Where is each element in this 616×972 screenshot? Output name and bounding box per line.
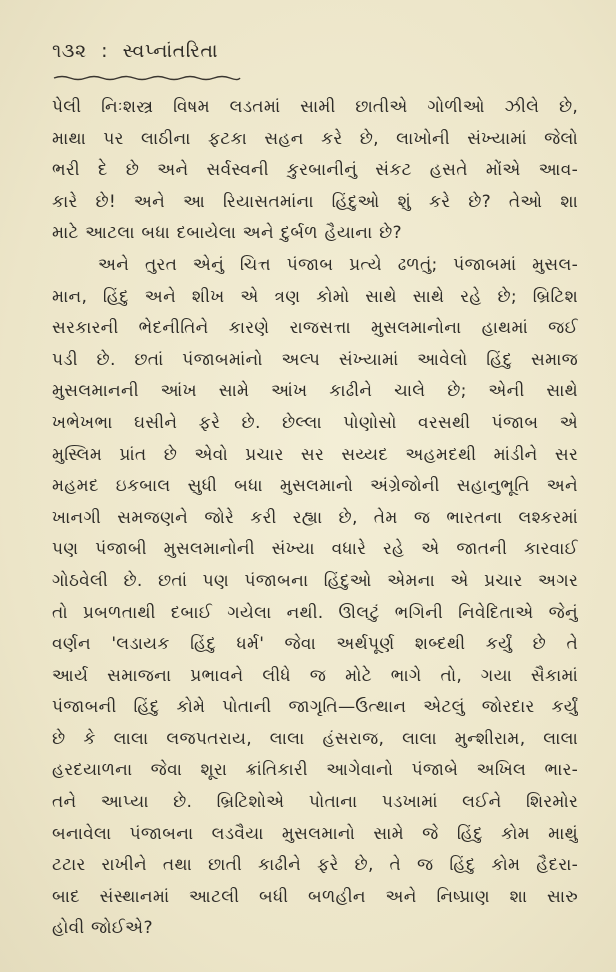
header-underline — [52, 74, 242, 82]
book-title: સ્વપ્નાંતરિતા — [122, 40, 219, 62]
text-line: કારે છે! અને આ રિયાસતમાંના હિંદુઓ શું કરે છે? તેઓ શા — [52, 191, 578, 212]
text-line: તો પ્રબળતાથી દબાઈ ગયેલા નથી. ઊલટું ભગિની નિવેદિતાએ જેનું — [52, 602, 578, 623]
text-line: પણ પંજાબી મુસલમાનોની સંખ્યા વધારે રહે એ જાતની કારવાઈ — [52, 539, 578, 560]
text-line: અને તુરત એનું ચિત્ત પંજાબ પ્રત્યે ઢળતું; પંજાબમાં મુસલ- — [98, 254, 578, 275]
text-line: માન, હિંદુ અને શીખ એ ત્રણ કોમો સાથે સાથે રહે છે; બ્રિટિશ — [52, 286, 578, 307]
text-line: ખભેખભા ઘસીને ફરે છે. છેલ્લા પોણોસો વરસથી પંજાબ એ — [52, 412, 578, 433]
text-line: આર્ય સમાજના પ્રભાવને લીધે જ મોટે ભાગે તો, ગયા સૈકામાં — [52, 665, 578, 686]
text-line: મુસલમાનની આંખ સામે આંખ કાઢીને ચાલે છે; એની સાથે — [52, 381, 578, 402]
text-line: ગોઠવેલી છે. છતાં પણ પંજાબના હિંદુઓ એમના એ પ્રચાર અગર — [52, 570, 578, 591]
text-line: પડી છે. છતાં પંજાબમાંનો અલ્પ સંખ્યામાં આવેલો હિંદુ સમાજ — [52, 349, 578, 370]
text-line: મહમદ ઇકબાલ સુધી બધા મુસલમાનો અંગ્રેજોની સહાનુભૂતિ અને — [52, 476, 578, 497]
text-line: હરદયાળના જેવા શૂરા ક્રાંતિકારી આગેવાનો પંજાબે અખિલ ભાર- — [52, 760, 578, 781]
text-line: ખાનગી સમજણને જોરે કરી રહ્યા છે, તેમ જ ભારતના લશ્કરમાં — [52, 507, 578, 528]
text-line: વર્ણન 'લડાયક હિંદુ ધર્મ' જેવા અર્થપૂર્ણ શબ્દથી કર્યું છે તે — [52, 634, 578, 655]
text-line: પેલી નિઃશસ્ત્ર વિષમ લડતમાં સામી છાતીએ ગોળીઓ ઝીલે છે, — [52, 97, 578, 117]
text-line: સરકારની ભેદનીતિને કારણે રાજસત્તા મુસલમાનોના હાથમાં જઈ — [52, 318, 578, 339]
text-line: માથા પર લાઠીના ફટકા સહન કરે છે, લાખોની સંખ્યામાં જેલો — [52, 128, 578, 149]
header-separator: : — [101, 40, 109, 62]
text-line: બાદ સંસ્થાનમાં આટલી બધી બળહીન અને નિષ્પ્રાણ શા સારુ — [52, 886, 578, 907]
text-line: ભરી દે છે અને સર્વસ્વની કુરબાનીનું સંકટ હસતે મોંએ આવ- — [52, 160, 578, 181]
text-line: બનાવેલા પંજાબના લડવૈયા મુસલમાનો સામે જે હિંદુ કોમ માથું — [52, 823, 578, 844]
paragraph-1 — [52, 92, 578, 250]
text-line: હોવી જોઈએ? — [52, 918, 153, 939]
text-line: છે કે લાલા લજપતરાય, લાલા હંસરાજ, લાલા મુન્શીરામ, લાલા — [52, 728, 578, 749]
text-line: મુસ્લિમ પ્રાંત છે એવો પ્રચાર સર સય્યદ અહમદથી માંડીને સર — [52, 444, 578, 465]
body-text — [52, 92, 578, 945]
page-number: ૧૩૨ — [52, 40, 87, 62]
text-line: માટે આટલા બધા દબાયેલા અને દુર્બળ હૈયાના છે? — [52, 223, 402, 244]
text-line: તને આપ્યા છે. બ્રિટિશોએ પોતાના પડખામાં લઈને શિરમોર — [52, 792, 578, 813]
text-line: પંજાબની હિંદુ કોમે પોતાની જાગૃતિ—ઉત્થાન એટલું જોરદાર કર્યું — [52, 697, 578, 718]
running-header — [52, 40, 218, 62]
text-line: ટટાર રાખીને તથા છાતી કાઢીને ફરે છે, તે જ હિંદુ કોમ હૈદરા- — [52, 855, 578, 876]
paragraph-2 — [52, 250, 578, 945]
